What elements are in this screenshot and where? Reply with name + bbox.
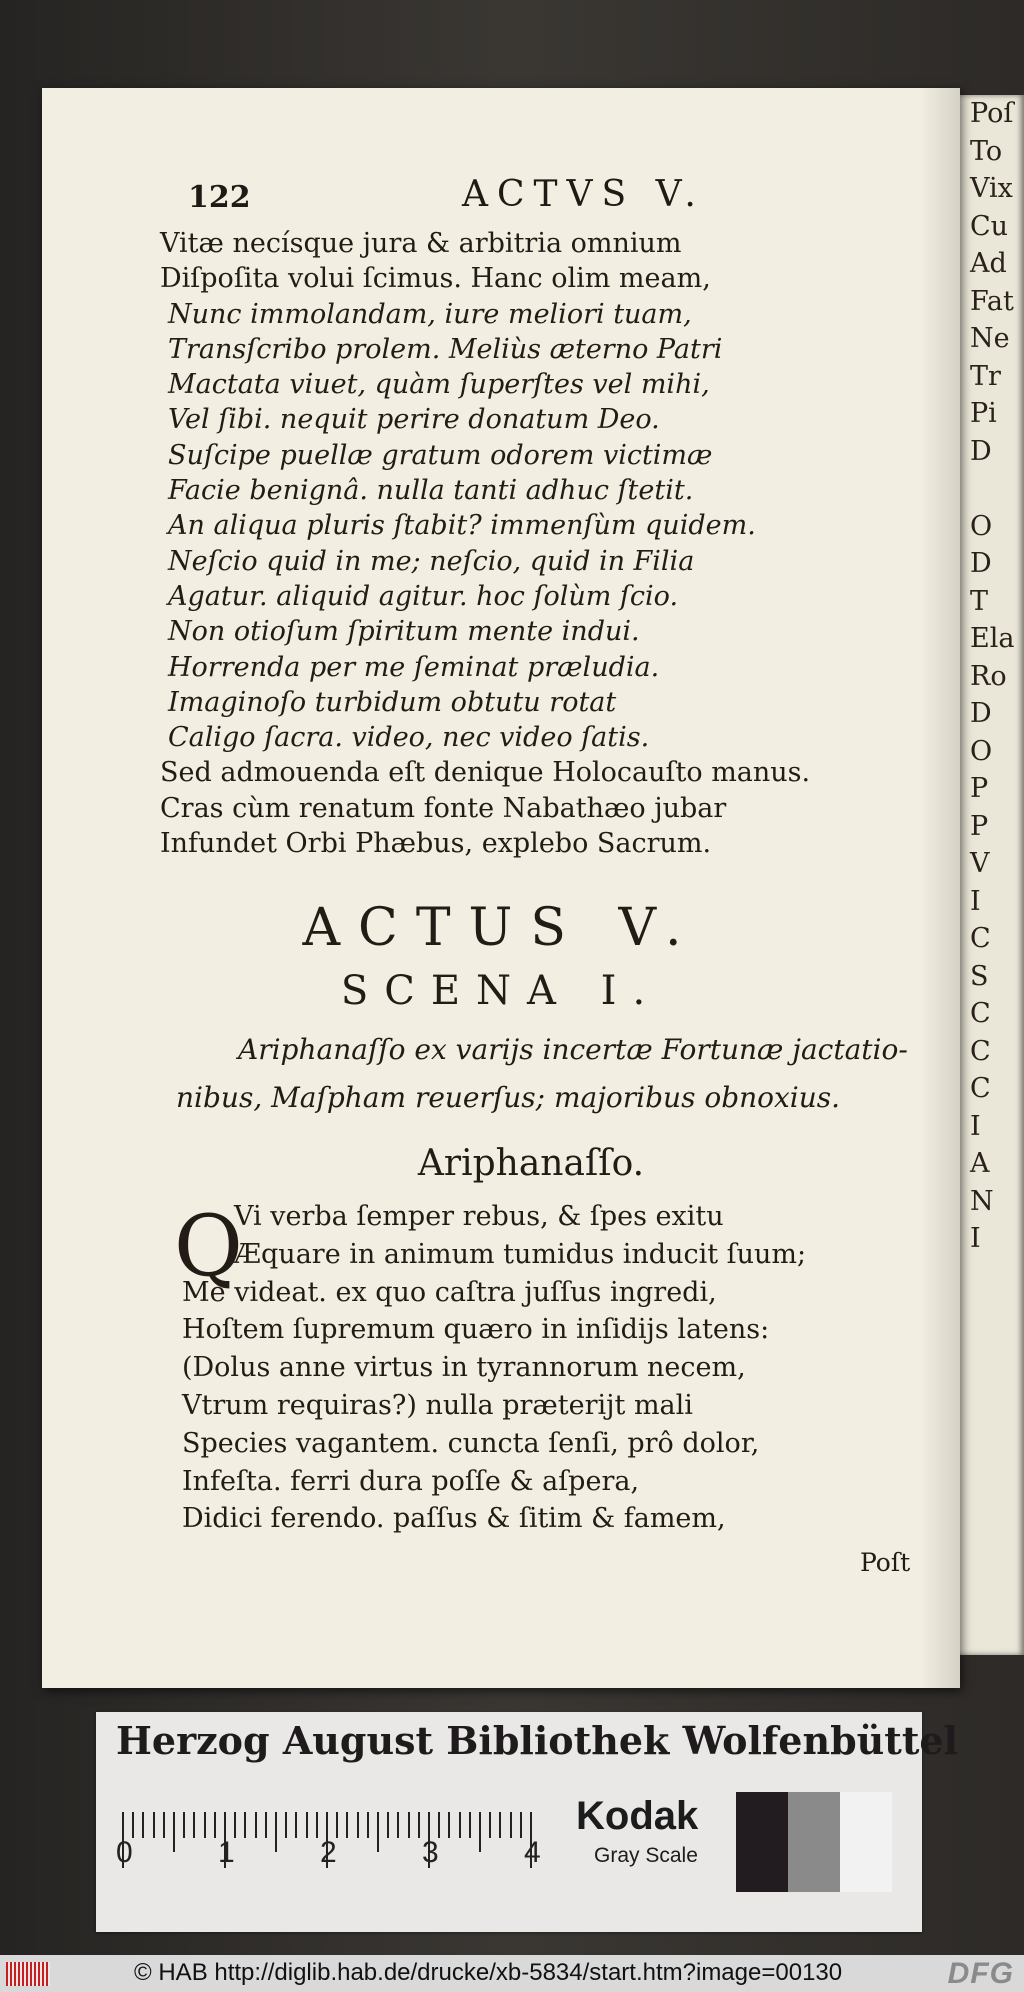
library-name: Herzog August Bibliothek Wolfenbüttel xyxy=(116,1718,958,1763)
ruler-tick xyxy=(244,1812,246,1838)
ruler-tick xyxy=(265,1812,267,1838)
ruler-tick xyxy=(163,1812,165,1838)
verse-line: Caligo ſacra. video, nec video ſatis. xyxy=(168,722,650,754)
verse-line: Neſcio quid in me; neſcio, quid in Filia xyxy=(168,545,695,577)
verse-line: Transſcribo prolem. Meliùs æterno Patri xyxy=(168,333,723,365)
ruler-tick xyxy=(418,1812,420,1838)
ruler-tick xyxy=(489,1812,491,1838)
verse-line: Vel ſibi. nequit perire donatum Deo. xyxy=(168,404,660,436)
drop-cap: Q xyxy=(174,1197,243,1295)
verse-line: Me videat. ex quo caſtra juſſus ingredi, xyxy=(182,1276,717,1308)
source-url: © HAB http://diglib.hab.de/drucke/xb-5834/start.htm?image=00130 xyxy=(134,1959,843,1986)
scene-argument-line-2: nibus, Maſpham reuerſus; majoribus obnoxius. xyxy=(176,1081,841,1114)
verse-line: Horrenda per me ſeminat præludia. xyxy=(168,651,660,683)
ruler-tick xyxy=(306,1812,308,1838)
gray-swatch-mid xyxy=(788,1792,840,1892)
verse-line: Imaginoſo turbidum obtutu rotat xyxy=(168,686,617,718)
ruler-tick xyxy=(275,1812,277,1852)
ruler-tick xyxy=(255,1812,257,1838)
ruler-tick xyxy=(357,1812,359,1838)
ruler-tick xyxy=(204,1812,206,1838)
ruler-tick xyxy=(142,1812,144,1838)
ruler-number: 0 xyxy=(116,1836,133,1869)
running-head: ACTVS V. xyxy=(462,174,705,215)
ruler-tick xyxy=(459,1812,461,1838)
gray-swatch-light xyxy=(840,1792,892,1892)
verse-line: Nunc immolandam, iure meliori tuam, xyxy=(168,298,692,330)
ruler-tick xyxy=(387,1812,389,1838)
verse-line: Agatur. aliquid agitur. hoc ſolùm ſcio. xyxy=(168,580,679,612)
verse-line: Æquare in animum tumidus inducit ſuum; xyxy=(234,1238,807,1270)
verse-line: Hoſtem ſupremum quæro in inſidijs latens: xyxy=(182,1314,770,1346)
ruler-tick xyxy=(173,1812,175,1852)
verse-line: Vi verba ſemper rebus, & ſpes exitu xyxy=(234,1201,724,1232)
ruler-tick xyxy=(183,1812,185,1838)
ruler-tick xyxy=(469,1812,471,1838)
verse-line: An aliqua pluris ſtabit? immenſùm quidem. xyxy=(168,510,756,542)
kodak-logo: Kodak xyxy=(576,1794,699,1838)
page-number: 122 xyxy=(188,180,251,215)
verse-line: Vtrum requiras?) nulla præterijt mali xyxy=(182,1389,693,1421)
ruler-tick xyxy=(336,1812,338,1838)
ruler-tick xyxy=(316,1812,318,1838)
ruler-tick xyxy=(295,1812,297,1838)
verse-line: (Dolus anne virtus in tyrannorum necem, xyxy=(182,1352,746,1384)
ruler-tick xyxy=(193,1812,195,1838)
book-page xyxy=(42,88,960,1688)
ruler-tick xyxy=(153,1812,155,1838)
verse-block-1 xyxy=(160,226,810,861)
dfg-logo: DFG xyxy=(947,1957,1014,1990)
ruler-number: 2 xyxy=(320,1836,337,1869)
ruler-tick xyxy=(438,1812,440,1838)
verse-line: Diſpoſita volui ſcimus. Hanc olim meam, xyxy=(160,263,711,295)
ruler-tick xyxy=(479,1812,481,1852)
adjacent-page-text: Poſ To Vix Cu Ad Fat Ne Tr Pi D O D T Ela Ro D O P P V I C S C C C I A N I xyxy=(970,98,1015,1254)
verse-line: Vitæ necísque jura & arbitria omnium xyxy=(160,228,682,259)
verse-line: Infeſta. ferri dura poſſe & aſpera, xyxy=(182,1465,640,1497)
verse-line: Cras cùm renatum fonte Nabathæo jubar xyxy=(160,792,727,824)
ruler-number: 4 xyxy=(524,1836,541,1869)
speaker-name: Ariphanaſſo. xyxy=(417,1143,645,1184)
ruler-tick xyxy=(234,1812,236,1838)
ruler-tick xyxy=(448,1812,450,1838)
ruler-tick xyxy=(214,1812,216,1838)
catchword: Poſt xyxy=(860,1548,911,1577)
verse-line: Didici ferendo. paſſus & ſitim & famem, xyxy=(182,1503,726,1535)
act-heading: ACTUS V. xyxy=(302,898,700,958)
ruler-tick xyxy=(367,1812,369,1838)
page-header xyxy=(188,174,808,230)
ruler-tick xyxy=(510,1812,512,1838)
ruler-tick xyxy=(520,1812,522,1838)
viewer-footer xyxy=(0,1955,1024,1992)
ruler-tick xyxy=(397,1812,399,1838)
verse-line: Non otioſum ſpiritum mente indui. xyxy=(168,616,640,648)
ruler-number: 1 xyxy=(218,1836,235,1869)
color-calibration-card xyxy=(96,1712,958,1932)
verse-line: Species vagantem. cuncta ſenſi, prô dolor, xyxy=(182,1427,760,1459)
ruler-tick xyxy=(377,1812,379,1852)
hab-barcode-icon xyxy=(6,1962,50,1986)
ruler-tick xyxy=(408,1812,410,1838)
verse-line: Sed admouenda eſt denique Holocauſto manus. xyxy=(160,757,811,789)
verse-block-2 xyxy=(182,1198,806,1538)
ruler-number: 3 xyxy=(422,1836,439,1869)
verse-line: Facie benignâ. nulla tanti adhuc ſtetit. xyxy=(168,475,694,507)
ruler-tick xyxy=(285,1812,287,1838)
gray-swatch-dark xyxy=(736,1792,788,1892)
ruler-tick xyxy=(499,1812,501,1838)
scene-argument-line-1: Ariphanaſſo ex varijs incertæ Fortunæ jactatio- xyxy=(238,1033,908,1066)
ruler-tick xyxy=(132,1812,134,1838)
verse-line: Infundet Orbi Phæbus, explebo Sacrum. xyxy=(160,828,712,860)
gray-scale-label: Gray Scale xyxy=(594,1844,698,1867)
scene-heading: SCENA I. xyxy=(340,968,662,1014)
verse-line: Mactata viuet, quàm ſuperſtes vel mihi, xyxy=(168,369,710,401)
verse-line: Suſcipe puellæ gratum odorem victimæ xyxy=(168,439,713,471)
ruler-tick xyxy=(346,1812,348,1838)
